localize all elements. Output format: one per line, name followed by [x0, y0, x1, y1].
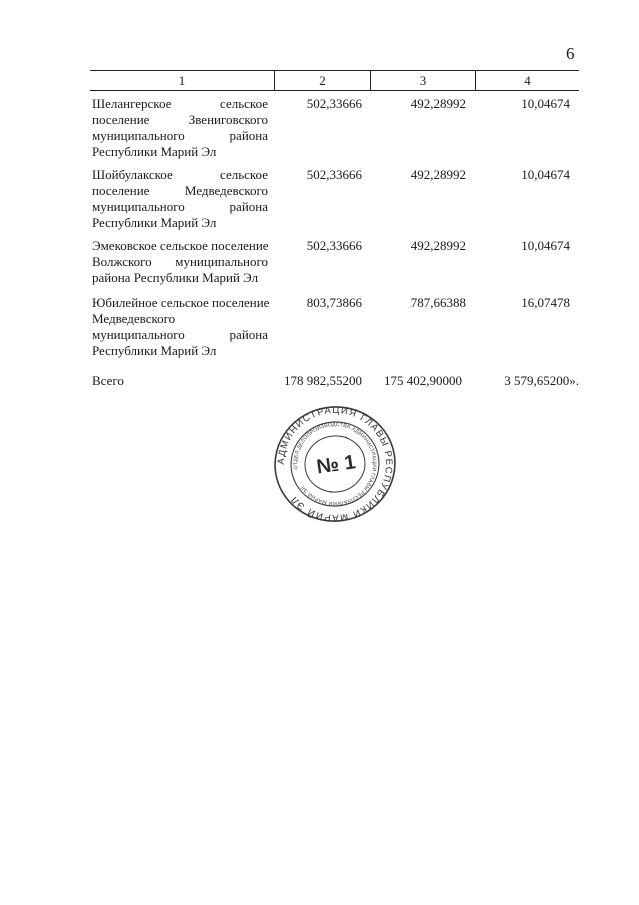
settlement-name	[92, 167, 268, 231]
settlement-name-line: Республики Марий Эл	[92, 144, 217, 159]
cell-col-3: 492,28992	[410, 167, 466, 182]
settlement-name-line: муниципального района	[92, 327, 268, 342]
cell-col-4: 10,04674	[521, 96, 570, 111]
cell-col-3: 787,66388	[410, 295, 466, 310]
cell-col-4: 16,07478	[521, 295, 570, 310]
settlement-name-line: Шойбулакское сельское	[92, 167, 268, 182]
total-col-3: 175 402,90000	[384, 373, 462, 388]
table-row	[92, 96, 579, 160]
header-col-1: 1	[90, 71, 275, 90]
header-col-2: 2	[275, 71, 371, 90]
total-col-2: 178 982,55200	[284, 373, 362, 388]
table-row	[92, 167, 579, 231]
table-row	[92, 295, 579, 359]
stamp-inner-text: ОТДЕЛ ДЕЛОПРОИЗВОДСТВА АДМИНИСТРАЦИИ ГЛАВЫ РЕСПУБЛИКИ МАРИЙ ЭЛ	[292, 421, 378, 507]
settlement-name-line: района Республики Марий Эл	[92, 270, 259, 285]
settlement-name-line: Республики Марий Эл	[92, 215, 217, 230]
cell-col-4: 10,04674	[521, 167, 570, 182]
settlement-name-line: Волжского муниципального	[92, 254, 268, 269]
total-col-4: 3 579,65200».	[504, 373, 579, 388]
cell-col-3: 492,28992	[410, 238, 466, 253]
settlement-name-line: муниципального района	[92, 199, 268, 214]
table-header	[90, 70, 579, 91]
table-row	[92, 238, 579, 286]
settlement-name-line: муниципального района	[92, 128, 268, 143]
settlement-name-line: Шелангерское сельское	[92, 96, 268, 111]
cell-col-2: 502,33666	[306, 96, 362, 111]
cell-col-3: 492,28992	[410, 96, 466, 111]
settlement-name-line: Республики Марий Эл	[92, 343, 217, 358]
stamp-center-text: № 1	[315, 451, 357, 479]
total-row	[92, 373, 579, 391]
header-col-3: 3	[371, 71, 476, 90]
settlement-name-line: Юбилейное сельское поселение	[92, 295, 270, 310]
cell-col-4: 10,04674	[521, 238, 570, 253]
cell-col-2: 803,73866	[306, 295, 362, 310]
settlement-name	[92, 238, 268, 286]
settlement-name-line: Медведевского	[92, 311, 176, 326]
cell-col-2: 502,33666	[306, 238, 362, 253]
official-stamp	[270, 404, 400, 524]
stamp-seal-icon	[270, 404, 400, 524]
stamp-outer-text: АДМИНИСТРАЦИЯ ГЛАВЫ РЕСПУБЛИКИ МАРИЙ ЭЛ	[275, 404, 395, 524]
page-number: 6	[566, 44, 575, 63]
total-label: Всего	[92, 373, 124, 388]
settlement-name-line: поселение Звениговского	[92, 112, 268, 127]
cell-col-2: 502,33666	[306, 167, 362, 182]
header-col-4: 4	[524, 73, 531, 88]
settlement-name-line: поселение Медведевского	[92, 183, 268, 198]
settlement-name-line: Эмековское сельское поселение	[92, 238, 269, 253]
settlement-name	[92, 295, 268, 359]
settlement-name	[92, 96, 268, 160]
